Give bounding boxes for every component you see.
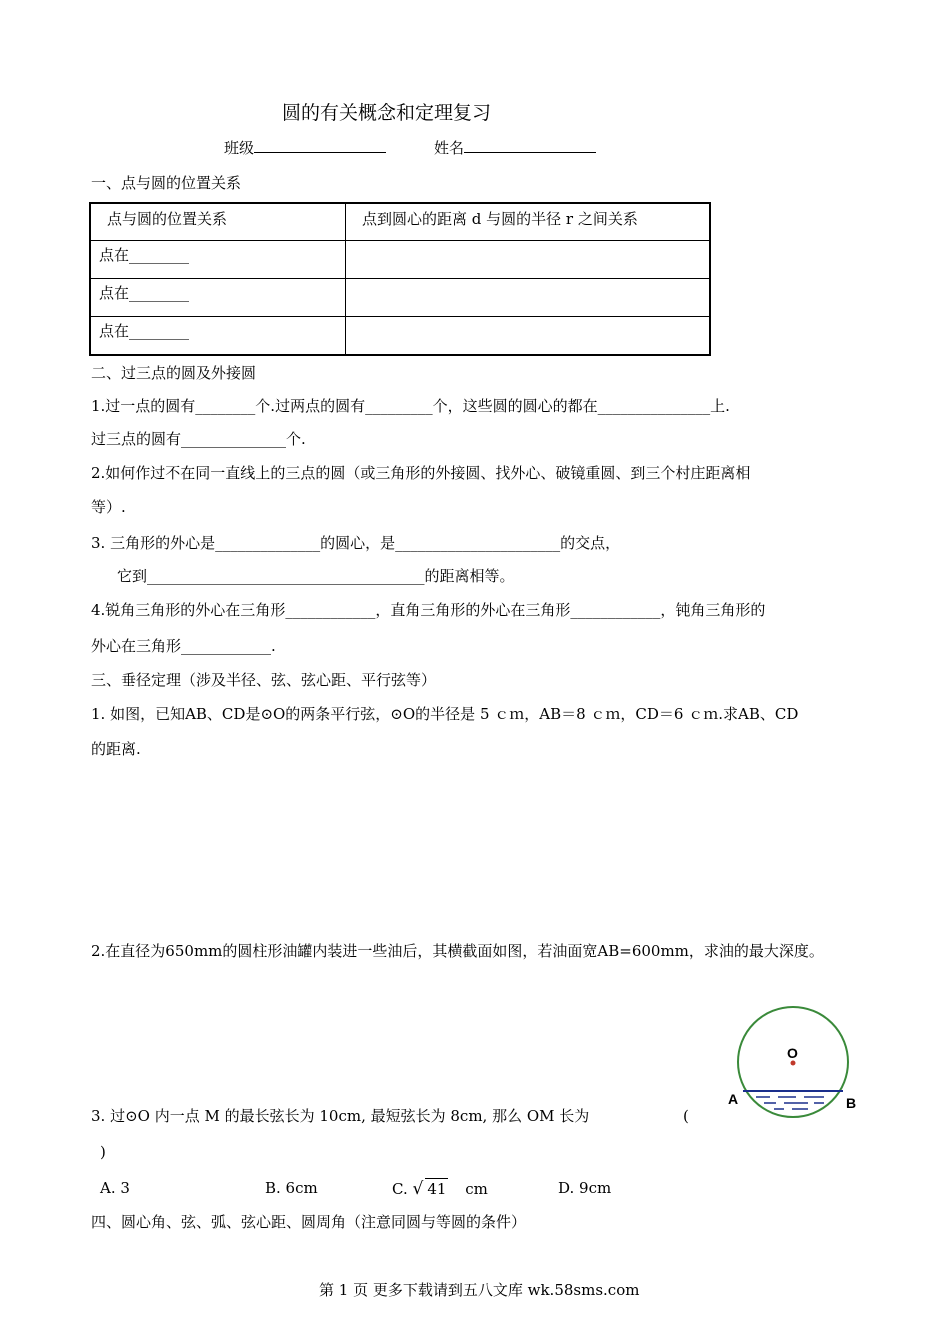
label-a: A (728, 1091, 739, 1107)
table-header-cell: 点到圆心的距离 d 与圆的半径 r 之间关系 (346, 203, 711, 241)
option-d: D. 9cm (558, 1179, 612, 1197)
table-row (90, 241, 710, 279)
table-cell: 点在________ (90, 317, 346, 356)
class-field (224, 138, 386, 158)
label-b: B (846, 1095, 857, 1111)
question-text: 过三点的圆有______________个. (91, 430, 306, 448)
option-c (392, 1178, 488, 1199)
section-4-heading: 四、圆心角、弦、弧、弦心距、圆周角（注意同圆与等圆的条件） (91, 1213, 527, 1231)
option-a: A. 3 (100, 1179, 130, 1197)
oil-hatching (756, 1097, 824, 1109)
table-cell: 点在________ (90, 279, 346, 317)
table-header-cell: 点与圆的位置关系 (90, 203, 346, 241)
option-b: B. 6cm (265, 1179, 318, 1197)
center-dot (791, 1061, 796, 1066)
question-text: 3. 三角形的外心是______________的圆心，是______________________的交点， (91, 534, 621, 552)
radicand: 41 (427, 1180, 447, 1198)
class-blank (254, 138, 386, 153)
table-cell: 点在________ (90, 241, 346, 279)
section-3-heading: 三、垂径定理（涉及半径、弦、弦心距、平行弦等） (91, 671, 437, 689)
question-text: 外心在三角形____________. (91, 637, 276, 655)
label-o: O (787, 1045, 798, 1061)
question-text: 它到_____________________________________的距离相等。 (117, 567, 515, 585)
question-text: 的距离. (91, 740, 141, 758)
page-title: 圆的有关概念和定理复习 (282, 102, 492, 124)
page-footer: 第 1 页 更多下载请到五八文库 wk.58sms.com (319, 1281, 640, 1299)
option-c-unit: cm (465, 1180, 488, 1198)
class-label: 班级 (224, 139, 255, 157)
table-row (90, 317, 710, 356)
question-text: 4.锐角三角形的外心在三角形____________，直角三角形的外心在三角形____________，钝角三角形的 (91, 601, 766, 619)
answer-paren-open: ( (683, 1107, 689, 1125)
section-1-heading: 一、点与圆的位置关系 (91, 174, 242, 192)
question-text: 2.如何作过不在同一直线上的三点的圆（或三角形的外接圆、找外心、破镜重圆、到三个村庄距离相 (91, 464, 751, 482)
name-field (434, 138, 596, 158)
section-2-heading: 二、过三点的圆及外接圆 (91, 364, 257, 382)
option-c-prefix: C. (392, 1180, 408, 1198)
table-header-row (90, 203, 710, 241)
table-cell-empty (346, 241, 711, 279)
question-text: 1. 如图，已知AB、CD是⊙O的两条平行弦，⊙O的半径是 5 ｃｍ，AB＝8 ｃｍ，CD＝6 ｃｍ.求AB、CD (91, 705, 799, 723)
answer-paren-close: ) (100, 1143, 106, 1161)
position-relation-table (89, 202, 711, 356)
question-text: 1.过一点的圆有________个.过两点的圆有_________个，这些圆的圆心的都在_______________上. (91, 397, 730, 415)
table-cell-empty (346, 279, 711, 317)
table-cell-empty (346, 317, 711, 356)
name-blank (464, 138, 596, 153)
question-text: 等）. (91, 498, 126, 516)
question-text: 2.在直径为650mm的圆柱形油罐内装进一些油后，其横截面如图，若油面宽AB=600mm，求油的最大深度。 (91, 942, 824, 960)
table-row (90, 279, 710, 317)
oil-tank-figure (722, 1000, 862, 1130)
question-text: 3. 过⊙O 内一点 M 的最长弦长为 10cm, 最短弦长为 8cm, 那么 OM 长为 (91, 1107, 590, 1125)
name-label: 姓名 (434, 139, 465, 157)
sqrt-icon: √ (412, 1179, 424, 1199)
